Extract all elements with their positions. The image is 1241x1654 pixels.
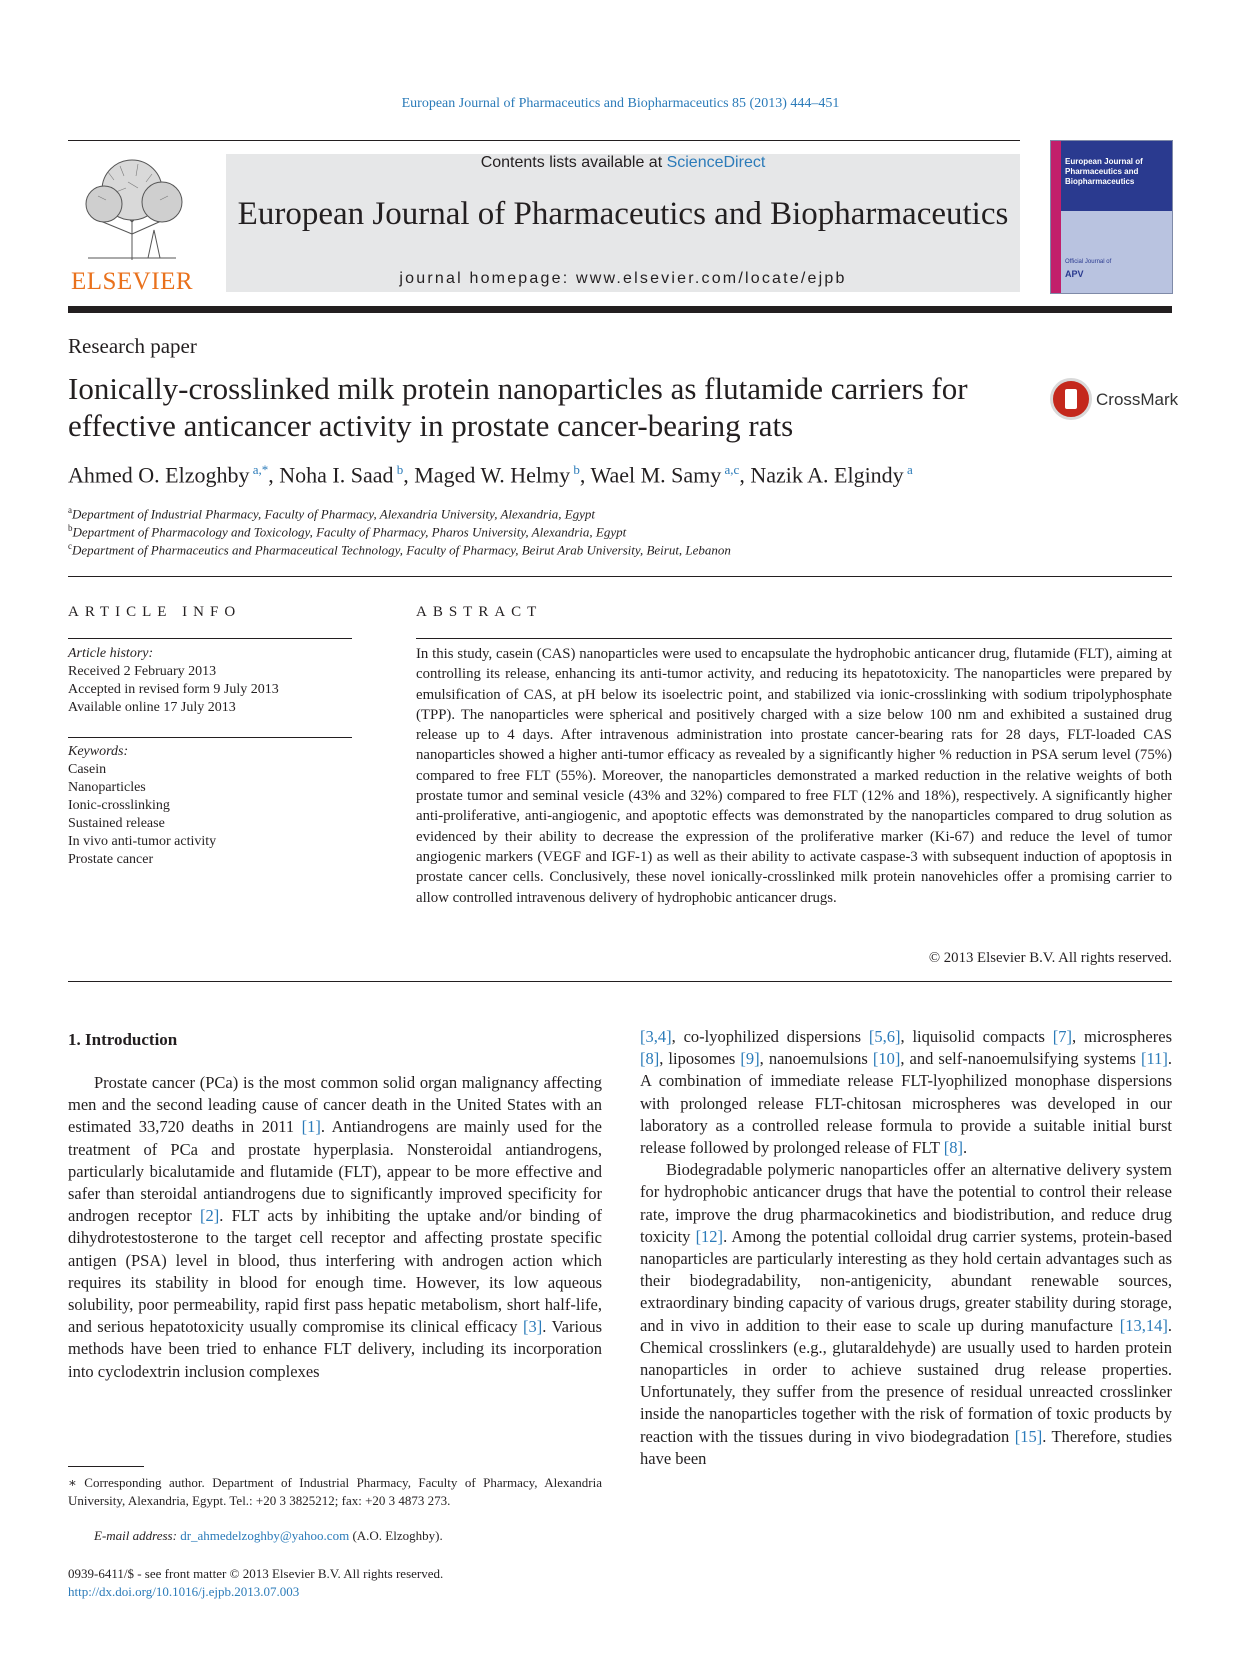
article-title: Ionically-crosslinked milk protein nanoparticles as flutamide carriers for effective anticancer activity in prostate cancer-bearing rats xyxy=(68,371,968,443)
author-name: Nazik A. Elgindy xyxy=(750,462,904,488)
body-column-left: Prostate cancer (PCa) is the most common solid organ malignancy affecting men and the second leading cause of cancer death in the United States with an estimated 33,720 deaths in 2011 [1]. Antiandrogens are mainly used for the treatment of PCa and prostate hyperplasia. Nonsteroidal antiandrogens, particularly bicalutamide and flutamide (FLT), appear to be more effective and safer than steroidal antiandrogens due to significantly improved specificity for androgen receptor [2]. FLT acts by inhibiting the uptake and/or binding of dihydrotestosterone to the target cell receptor and affecting prostate specific antigen (PSA) level in blood, thus interfering with androgen action which requires its stability in blood for enough time. However, its low aqueous solubility, poor permeability, rapid first pass hepatic metabolism, short half-life, and serious hepatotoxicity usually compromise its clinical efficacy [3]. Various methods have been tried to enhance FLT delivery, including its incorporation into cyclodextrin inclusion complexes xyxy=(68,1073,602,1381)
sciencedirect-link[interactable]: ScienceDirect xyxy=(666,154,766,171)
abstract-copyright: © 2013 Elsevier B.V. All rights reserved. xyxy=(928,950,1172,966)
publisher-wordmark: ELSEVIER xyxy=(70,268,194,295)
article-info-rule xyxy=(68,638,352,639)
body-paragraph: [3,4], co-lyophilized dispersions [5,6], liquisolid compacts [7], microspheres [8], liposomes [9], nanoemulsions [10], and self-nanoemulsifying systems [11]. A combination of immediate release FLT-lyophilized monophase dispersions with prolonged release FLT-chitosan microspheres was developed in our laboratory as a controlled release formula to provide a suitable initial burst release followed by prolonged release of FLT [8]. xyxy=(640,1027,1173,1158)
history-accepted: Accepted in revised form 9 July 2013 xyxy=(68,682,279,697)
author-name: Wael M. Samy xyxy=(590,462,722,488)
citation-link[interactable]: [12] xyxy=(695,1226,724,1246)
citation-link[interactable]: [3,4] xyxy=(640,1027,672,1046)
corresponding-author-footnote: ∗ Corresponding author. Department of Industrial Pharmacy, Faculty of Pharmacy, Alexandria University, Alexandria, Egypt. Tel.: +20 3 3825212; fax: +20 3 4873 273. xyxy=(68,1475,602,1508)
journal-name: European Journal of Pharmaceutics and Biopharmaceutics xyxy=(237,196,1009,232)
body-column-right xyxy=(640,1026,1172,1470)
header-thick-rule xyxy=(68,306,1172,313)
article-type: Research paper xyxy=(68,334,197,358)
author-affiliation-marker[interactable]: b xyxy=(393,462,404,477)
cover-footer: Official Journal of xyxy=(1065,259,1112,265)
citation-link[interactable]: [5,6] xyxy=(868,1027,901,1046)
history-online: Available online 17 July 2013 xyxy=(68,700,236,715)
author-name: Ahmed O. Elzoghby xyxy=(68,462,250,488)
doi-link[interactable]: http://dx.doi.org/10.1016/j.ejpb.2013.07.003 xyxy=(68,1584,300,1599)
email-label: E-mail address: xyxy=(94,1528,181,1543)
history-received: Received 2 February 2013 xyxy=(68,664,217,679)
author-affiliation-marker[interactable]: a,c xyxy=(721,462,740,477)
issn-line: 0939-6411/$ - see front matter © 2013 Elsevier B.V. All rights reserved. xyxy=(68,1566,444,1581)
keyword-item: In vivo anti-tumor activity xyxy=(68,834,217,849)
journal-citation[interactable]: European Journal of Pharmaceutics and Biopharmaceutics 85 (2013) 444–451 xyxy=(401,96,840,111)
abstract-text: In this study, casein (CAS) nanoparticles were used to encapsulate the hydrophobic anticancer drug, flutamide (FLT), aiming at controlling its release, enhancing its anti-tumor activity, and reducing its hepatotoxicity. The nanoparticles were prepared by emulsification of CAS, at pH below its isoelectric point, and stabilized via ionic-crosslinking with sodium tripolyphosphate (TPP). The nanoparticles were spherical and positively charged with a size below 100 nm and exhibited a sustained drug release up to 4 days. After intravenous administration into prostate cancer-bearing rats for 28 days, FLT-loaded CAS nanoparticles showed a higher anti-tumor efficacy as revealed by a significantly higher % reduction in PSA serum level (75%) compared to free FLT (55%). Moreover, the nanoparticles demonstrated a marked reduction in the relative weights of both prostate tumor and seminal vesicle (43% and 32%) compared to free FLT (12% and 18%), respectively. A significantly higher anti-proliferative, anti-angiogenic, and apoptotic effects was demonstrated by the nanoparticles compared to drug solution as evidenced by their ability to decrease the expression of the proliferative marker (Ki-67) and reduce the level of tumor angiogenic markers (VEGF and IGF-1) as well as their ability to activate caspase-3 with subsequent induction of apoptosis in prostate cancer cells. Conclusively, these novel ionically-crosslinked milk protein nanovehicles offer a promising carrier to allow controlled intravenous delivery of hydrophobic anticancer drugs. xyxy=(416,646,1172,906)
cover-logo: APV xyxy=(1065,269,1084,279)
citation-link[interactable]: [11] xyxy=(1141,1049,1168,1069)
history-label: Article history: xyxy=(68,646,154,661)
abstract-rule xyxy=(416,638,1172,639)
keyword-item: Ionic-crosslinking xyxy=(68,798,170,813)
author-affiliation-marker[interactable]: a xyxy=(903,462,913,477)
section-heading: 1. Introduction xyxy=(68,1030,178,1049)
citation-link[interactable]: [10] xyxy=(872,1049,901,1069)
affiliation-c: $^c$Department of Pharmaceutics and Pharmaceutical Technology, Faculty of Pharmacy, Beirut Arab University, Beirut, Lebanon xyxy=(68,541,731,558)
citation-link[interactable]: [1] xyxy=(301,1117,321,1137)
contents-prefix: Contents lists available at xyxy=(480,154,667,171)
citation-link[interactable]: [2] xyxy=(199,1206,220,1226)
citation-link[interactable]: [8] xyxy=(640,1049,660,1069)
body-paragraph: Biodegradable polymeric nanoparticles offer an alternative delivery system for hydrophobic anticancer drugs that have the potential to control their release rate, improve the drug pharmacokinetics and biodistribution, and reduce drug toxicity [12]. Among the potential colloidal drug carrier systems, protein-based nanoparticles are particularly interesting as they hold certain advantages such as their biodegradability, non-antigenicity, abundant renewable sources, extraordinary binding capacity of various drugs, greater stability during storage, and in vivo in addition to their ease to scale up during manufacture [13,14]. Chemical crosslinkers (e.g., glutaraldehyde) are usually used to harden protein nanoparticles in order to achieve sustained drug release properties. Unfortunately, they suffer from the presence of residual unreacted crosslinker inside the nanoparticles together with the risk of formation of toxic products by reaction with the tissues during in vivo biodegradation [15]. Therefore, studies have been xyxy=(640,1160,1172,1468)
cover-title: European Journal of Pharmaceutics and Biopharmaceutics xyxy=(1065,157,1143,186)
journal-cover-thumbnail xyxy=(1050,140,1173,294)
author-name: Noha I. Saad xyxy=(279,462,394,488)
author-affiliation-marker[interactable]: b xyxy=(570,462,580,477)
crossmark-label[interactable]: CrossMark xyxy=(1096,390,1179,409)
contents-line xyxy=(226,154,1020,172)
body-rule xyxy=(68,981,1172,982)
crossmark-icon[interactable] xyxy=(1050,378,1092,420)
citation-link[interactable]: [7] xyxy=(1052,1027,1073,1046)
section-rule xyxy=(68,576,1172,577)
header-rule xyxy=(68,140,1020,141)
keyword-item: Nanoparticles xyxy=(68,780,146,795)
affiliation-b: $^b$Department of Pharmacology and Toxicology, Faculty of Pharmacy, Pharos University, Alexandria, Egypt xyxy=(68,523,627,540)
email-suffix: (A.O. Elzoghby). xyxy=(349,1528,443,1543)
keyword-item: Prostate cancer xyxy=(68,852,154,867)
keywords-label: Keywords: xyxy=(68,744,129,759)
keyword-item: Casein xyxy=(68,762,107,777)
journal-homepage[interactable]: journal homepage: www.elsevier.com/locate/ejpb xyxy=(399,270,847,287)
citation-link[interactable]: [8] xyxy=(943,1138,964,1158)
abstract-heading: ABSTRACT xyxy=(416,604,543,620)
footnote-rule xyxy=(68,1466,144,1467)
affiliation-a: $^a$Department of Industrial Pharmacy, Faculty of Pharmacy, Alexandria University, Alexandria, Egypt xyxy=(68,505,596,522)
article-info-heading: ARTICLE INFO xyxy=(68,604,242,620)
citation-link[interactable]: [15] xyxy=(1014,1426,1043,1446)
author-name: Maged W. Helmy xyxy=(414,462,571,488)
keyword-item: Sustained release xyxy=(68,816,165,831)
author-list: Ahmed O. Elzoghby $^{a,*}$, Noha I. Saad $^b$, Maged W. Helmy $^b$, Wael M. Samy $^{a,c}$, Nazik A. Elgindy $^a$ xyxy=(68,462,913,488)
email-link[interactable]: dr_ahmedelzoghby@yahoo.com xyxy=(180,1528,350,1543)
email-line xyxy=(94,1528,443,1544)
citation-link[interactable]: [13,14] xyxy=(1119,1315,1168,1335)
author-affiliation-marker[interactable]: a,* xyxy=(249,462,269,477)
keywords-rule xyxy=(68,737,352,738)
citation-link[interactable]: [9] xyxy=(740,1049,760,1069)
citation-link[interactable]: [3] xyxy=(523,1317,543,1337)
